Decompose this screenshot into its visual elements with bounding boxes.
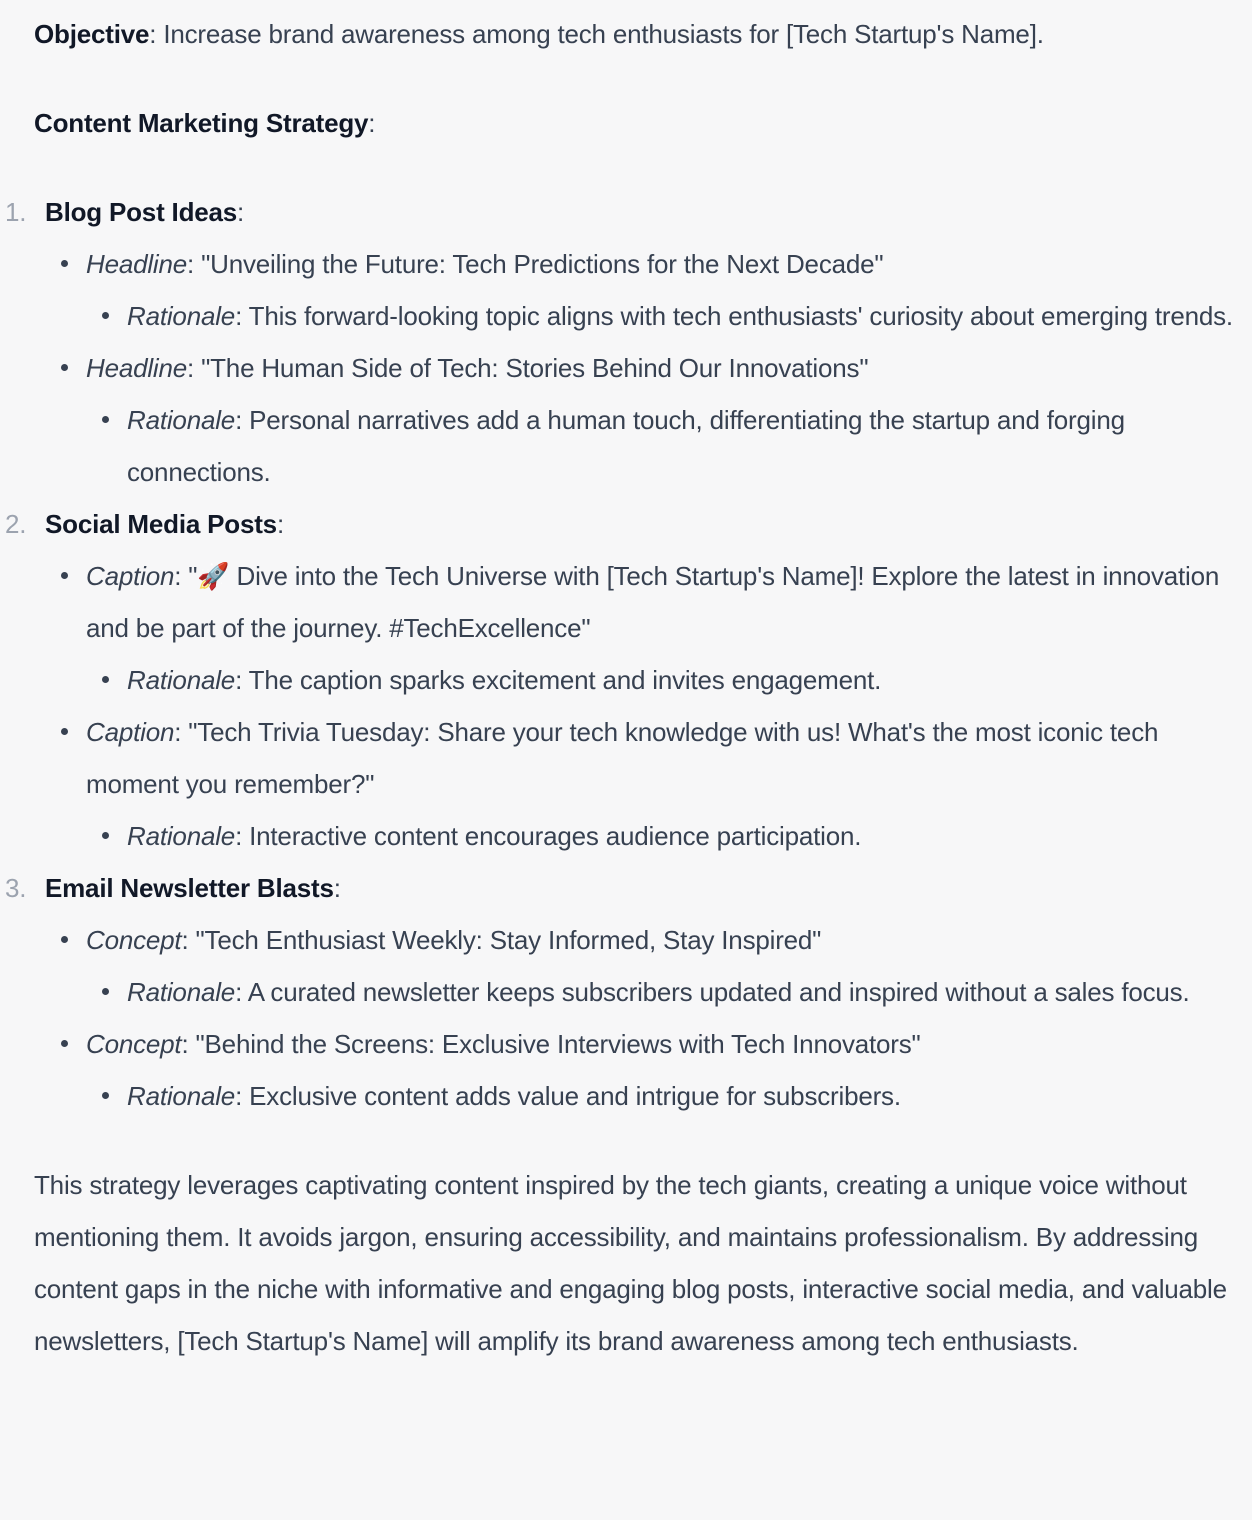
section-number: 2. xyxy=(5,509,27,539)
section-number: 1. xyxy=(5,197,27,227)
item-text: "The Human Side of Tech: Stories Behind Our Innovations" xyxy=(201,353,869,383)
item-text: "Tech Enthusiast Weekly: Stay Informed, Stay Inspired" xyxy=(195,925,822,955)
section-title: Email Newsletter Blasts xyxy=(45,873,334,903)
bullet-icon xyxy=(61,364,68,371)
section-3: 3. Email Newsletter Blasts: Concept: "Tech Enthusiast Weekly: Stay Informed, Stay Inspired" Rationale: A curated newsletter keeps subscribers updated and inspired without a sales focus. Concept: "Behind the Screens: Exclusive Interviews with Tech Innovators" Rationale: Exclusive content adds value and intrigue for subscribers. xyxy=(0,862,1240,1122)
rationale-label: Rationale xyxy=(127,301,236,331)
rationale-list xyxy=(86,1070,1240,1122)
rationale-item: Rationale: Exclusive content adds value and intrigue for subscribers. xyxy=(86,1070,1240,1122)
rationale-list xyxy=(86,810,1240,862)
list-item: Caption: "🚀 Dive into the Tech Universe with [Tech Startup's Name]! Explore the latest in innovation and be part of the journey. #TechExcellence" Rationale: The caption sparks excitement and invites engagement. xyxy=(45,550,1240,706)
rationale-label: Rationale xyxy=(127,665,236,695)
rationale-text: The caption sparks excitement and invites engagement. xyxy=(248,665,882,695)
rationale-text: Personal narratives add a human touch, differentiating the startup and forging connections. xyxy=(127,405,1125,487)
rationale-label: Rationale xyxy=(127,821,236,851)
section-number: 3. xyxy=(5,873,27,903)
bullet-icon xyxy=(102,1092,109,1099)
conclusion-paragraph: This strategy leverages captivating content inspired by the tech giants, creating a unique voice without mentioning them. It avoids jargon, ensuring accessibility, and maintains professionalism. By addressing content gaps in the niche with informative and engaging blog posts, interactive social media, and valuable newsletters, [Tech Startup's Name] will amplify its brand awareness among tech enthusiasts. xyxy=(34,1170,1227,1356)
strategy-heading-text: Content Marketing Strategy xyxy=(34,108,369,138)
item-label: Concept xyxy=(86,1029,182,1059)
strategy-sections xyxy=(0,186,1240,1122)
bullet-icon xyxy=(61,572,68,579)
rationale-label: Rationale xyxy=(127,1081,236,1111)
rationale-item: Rationale: A curated newsletter keeps subscribers updated and inspired without a sales focus. xyxy=(86,966,1240,1018)
list-item: Caption: "Tech Trivia Tuesday: Share your tech knowledge with us! What's the most iconic tech moment you remember?" Rationale: Interactive content encourages audience participation. xyxy=(45,706,1240,862)
rationale-text: Interactive content encourages audience participation. xyxy=(249,821,862,851)
bullet-icon xyxy=(61,936,68,943)
item-label: Caption xyxy=(86,717,175,747)
rationale-label: Rationale xyxy=(127,977,236,1007)
item-label: Headline xyxy=(86,249,188,279)
item-text: "Unveiling the Future: Tech Predictions for the Next Decade" xyxy=(201,249,884,279)
list-item: Concept: "Behind the Screens: Exclusive Interviews with Tech Innovators" Rationale: Exclusive content adds value and intrigue for subscribers. xyxy=(45,1018,1240,1122)
bullet-icon xyxy=(102,676,109,683)
rationale-text: This forward-looking topic aligns with tech enthusiasts' curiosity about emerging trends. xyxy=(248,301,1233,331)
section-title: Social Media Posts xyxy=(45,509,277,539)
section-items xyxy=(45,914,1240,1122)
rationale-item: Rationale: The caption sparks excitement and invites engagement. xyxy=(86,654,1240,706)
rationale-list xyxy=(86,290,1240,342)
bullet-icon xyxy=(102,988,109,995)
item-text: "🚀 Dive into the Tech Universe with [Tech Startup's Name]! Explore the latest in innovation and be part of the journey. #TechExcellence" xyxy=(86,561,1220,643)
rationale-item: Rationale: Personal narratives add a human touch, differentiating the startup and forging connections. xyxy=(86,394,1240,498)
list-item: Headline: "Unveiling the Future: Tech Predictions for the Next Decade" Rationale: This forward-looking topic aligns with tech enthusiasts' curiosity about emerging trends. xyxy=(45,238,1240,342)
section-items xyxy=(45,238,1240,498)
section-2: 2. Social Media Posts: Caption: "🚀 Dive into the Tech Universe with [Tech Startup's Name]! Explore the latest in innovation and be part of the journey. #TechExcellence" Rationale: The caption sparks excitement and invites engagement. Caption: "Tech Trivia Tuesday: Share your tech knowledge with us! What's the most iconic tech moment you remember?" Rationale: Interactive content encourages audience participation. xyxy=(0,498,1240,862)
list-item: Headline: "The Human Side of Tech: Stories Behind Our Innovations" Rationale: Personal narratives add a human touch, differentiating the startup and forging connections. xyxy=(45,342,1240,498)
item-label: Concept xyxy=(86,925,182,955)
rationale-text: A curated newsletter keeps subscribers updated and inspired without a sales focus. xyxy=(247,977,1190,1007)
bullet-icon xyxy=(102,416,109,423)
bullet-icon xyxy=(102,832,109,839)
rationale-text: Exclusive content adds value and intrigue for subscribers. xyxy=(249,1081,901,1111)
rationale-item: Rationale: Interactive content encourages audience participation. xyxy=(86,810,1240,862)
bullet-icon xyxy=(61,728,68,735)
bullet-icon xyxy=(102,312,109,319)
item-label: Headline xyxy=(86,353,188,383)
strategy-heading: Content Marketing Strategy: xyxy=(34,108,376,138)
list-item: Concept: "Tech Enthusiast Weekly: Stay Informed, Stay Inspired" Rationale: A curated newsletter keeps subscribers updated and inspired without a sales focus. xyxy=(45,914,1240,1018)
rationale-label: Rationale xyxy=(127,405,236,435)
objective-text: Increase brand awareness among tech enthusiasts for [Tech Startup's Name]. xyxy=(163,19,1044,49)
rationale-item: Rationale: This forward-looking topic aligns with tech enthusiasts' curiosity about emerging trends. xyxy=(86,290,1240,342)
bullet-icon xyxy=(61,1040,68,1047)
rationale-list xyxy=(86,654,1240,706)
section-title: Blog Post Ideas xyxy=(45,197,238,227)
rationale-list xyxy=(86,966,1240,1018)
item-text: "Behind the Screens: Exclusive Interviews with Tech Innovators" xyxy=(195,1029,921,1059)
item-text: "Tech Trivia Tuesday: Share your tech knowledge with us! What's the most iconic tech moment you remember?" xyxy=(86,717,1159,799)
item-label: Caption xyxy=(86,561,175,591)
objective-label: Objective xyxy=(34,19,150,49)
rationale-list xyxy=(86,394,1240,498)
section-items xyxy=(45,550,1240,862)
objective-paragraph: Objective: Increase brand awareness among tech enthusiasts for [Tech Startup's Name]. xyxy=(34,19,1044,49)
bullet-icon xyxy=(61,260,68,267)
section-1: 1. Blog Post Ideas: Headline: "Unveiling the Future: Tech Predictions for the Next Decade" Rationale: This forward-looking topic aligns with tech enthusiasts' curiosity about emerging trends. Headline: "The Human Side of Tech: Stories Behind Our Innovations" Rationale: Personal narratives add a human touch, differentiating the startup and forging connections. xyxy=(0,186,1240,498)
